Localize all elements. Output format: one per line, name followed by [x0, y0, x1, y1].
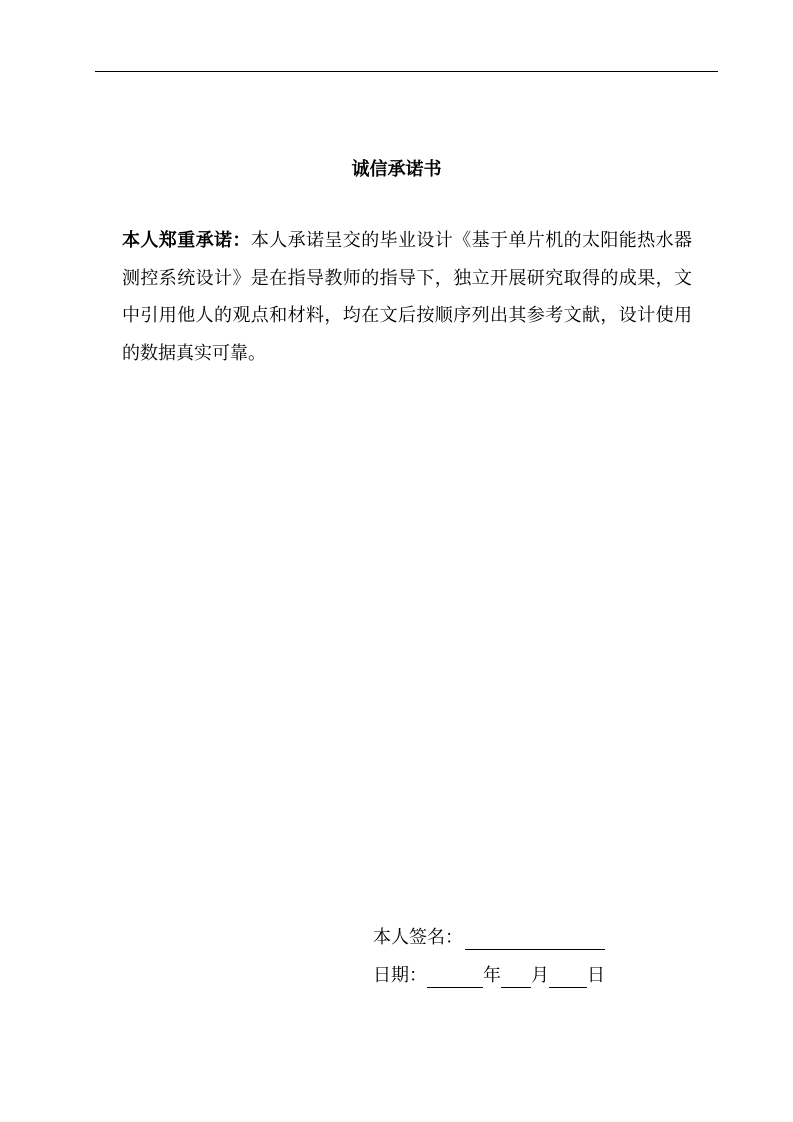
- header-rule: [95, 71, 718, 72]
- year-blank: [427, 963, 483, 988]
- signature-row: [373, 919, 605, 957]
- month-label: 月: [531, 965, 549, 986]
- year-label: 年: [483, 965, 501, 986]
- pledge-body: 本人承诺呈交的毕业设计《基于单片机的太阳能热水器测控系统设计》是在指导教师的指导下，独立开展研究取得的成果，文中引用他人的观点和材料，均在文后按顺序列出其参考文献，设计使用的数据真实可靠。: [122, 230, 693, 364]
- day-blank: [549, 963, 587, 988]
- month-blank: [501, 963, 531, 988]
- date-row: [373, 957, 605, 995]
- signature-block: [373, 919, 605, 995]
- signature-blank: [465, 925, 605, 950]
- date-label: 日期：: [373, 965, 427, 986]
- pledge-paragraph: [122, 222, 692, 372]
- day-label: 日: [587, 965, 605, 986]
- document-title: 诚信承诺书: [351, 159, 442, 180]
- pledge-lead: 本人郑重承诺：: [122, 230, 251, 251]
- signature-label: 本人签名：: [373, 927, 463, 948]
